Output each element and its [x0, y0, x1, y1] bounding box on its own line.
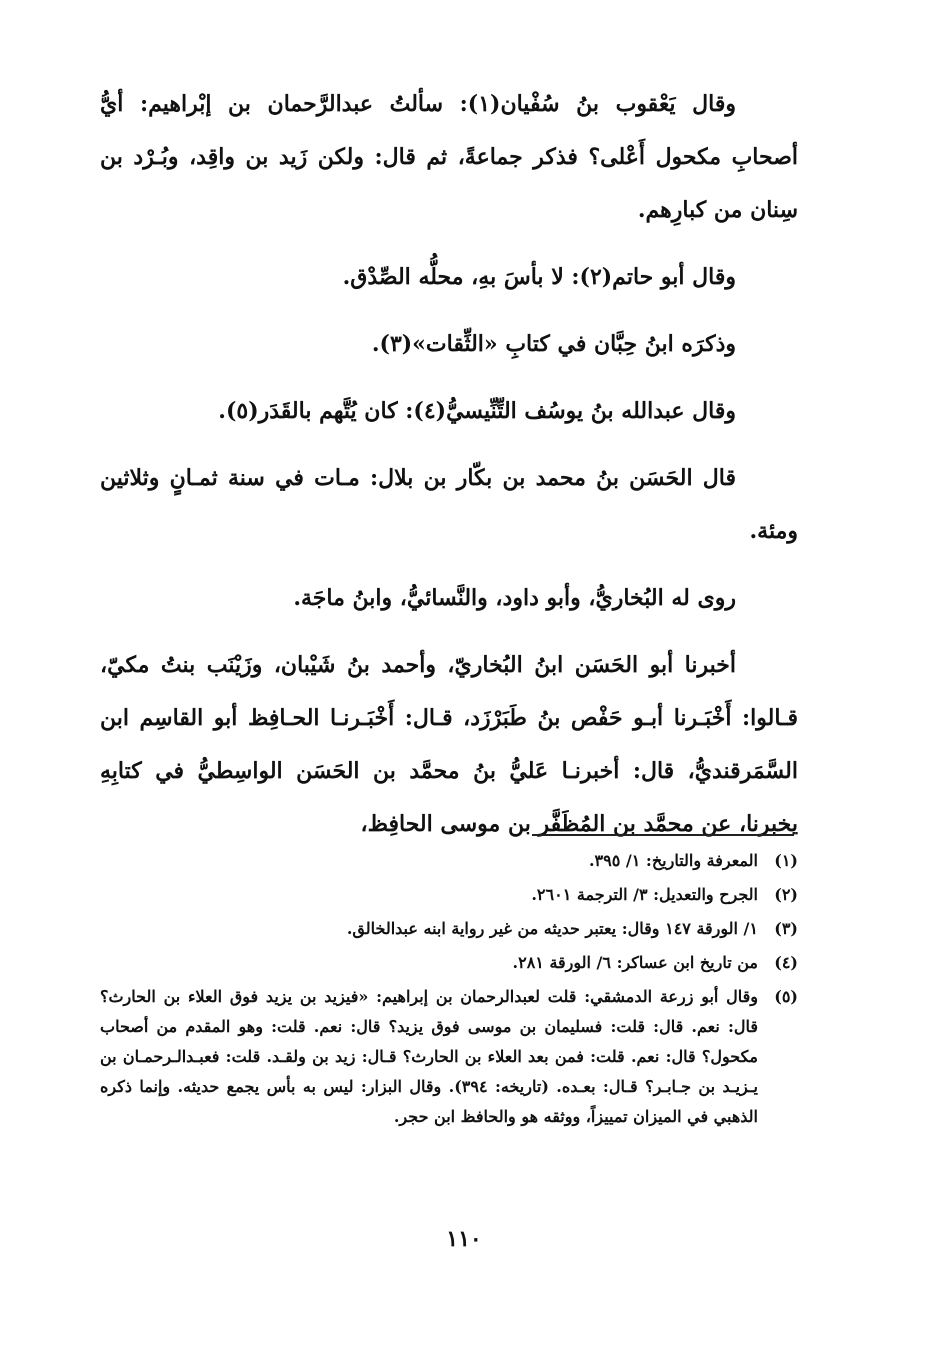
footnote-number: (٤) [774, 953, 798, 972]
paragraph-hasan-bakkar: قال الحَسَن بنُ محمد بن بكّار بن بلال: مـات في سنة ثمـانٍ وثلاثين ومئة. [100, 465, 798, 544]
footnote [100, 846, 798, 876]
footnote [100, 982, 798, 1132]
footnote-number: (٢) [774, 885, 798, 904]
footnote [100, 880, 798, 910]
paragraph-yaqub: وقال يَعْقوب بنُ سُفْيان(١): سألتُ عبدالرَّحمان بن إبْراهيم: أيُّ أصحابِ مكحول أَعْلى؟ فذكر جماعةً، ثم قال: ولكن زَيد بن واقِد، وبُـرْد بن سِنان من كبارِهم. [100, 91, 798, 223]
footnote-text: المعرفة والتاريخ: ١/ ٣٩٥. [588, 851, 758, 870]
footnote-text: ١/ الورقة ١٤٧ وقال: يعتبر حديثه من غير رواية ابنه عبدالخالق. [346, 919, 758, 938]
paragraph-narrators: روى له البُخاريُّ، وأبو داود، والنَّسائيُّ، وابنُ ماجَة. [293, 585, 736, 611]
paragraph-ibn-hibban: وذكرَه ابنُ حِبَّان في كتابِ «الثِّقات»(٣). [371, 331, 736, 357]
paragraph-isnad: أخبرنا أبو الحَسَن ابنُ البُخاريّ، وأحمد بنُ شَيْبان، وزَيْنَب بنتُ مكيّ، قـالوا: أَخْبَـرنا أبـو حَفْص بنُ طَبَرْزَد، قـال: أَخْبَـرنـا الحـافِظ أبو القاسِم ابن السَّمَرقنديُّ، قال: أخبرنـا عَليُّ بنُ محمَّد بن الحَسَن الواسِطيُّ في كتابِهِ يخبرنا، عن محمَّد بن المُظَفَّر بن موسى الحافِظ، [100, 652, 798, 837]
footnote [100, 948, 798, 978]
paragraph-abu-hatim: وقال أبو حاتم(٢): لا بأسَ بهِ، محلُّه الصِّدْق. [342, 264, 736, 290]
footnote-number: (٥) [774, 987, 798, 1006]
page-number: ١١٠ [446, 1226, 482, 1252]
footnote-number: (١) [774, 851, 798, 870]
paragraph-tinnisi: وقال عبدالله بنُ يوسُف التِّنِّيسيُّ(٤): كان يُتَّهم بالقَدَر(٥). [218, 398, 736, 424]
footnote-divider [532, 834, 794, 836]
main-text [100, 78, 798, 865]
footnote-text: الجرح والتعديل: ٣/ الترجمة ٢٦٠١. [531, 885, 758, 904]
footnotes [100, 846, 798, 1136]
footnote [100, 914, 798, 944]
footnote-text: وقال أبو زرعة الدمشقي: قلت لعبدالرحمان بن إبراهيم: «فيزيد بن يزيد فوق العلاء بن الحارث؟ قال: نعم. قال: قلت: فسليمان بن موسى فوق يزيد؟ قال: نعم. قلت: وهو المقدم من أصحاب مكحول؟ قال: نعم. قلت: فمن بعد العلاء بن الحارث؟ قـال: زيد بن ولقـد. قلت: فعبـدالـرحمـان بن يـزيـد بن جـابـر؟ قـال: بعـده. (تاريخه: ٣٩٤). وقال البزار: ليس به بأس يجمع حديثه. وإنما ذكره الذهبي في الميزان تمييزاً، ووثقه هو والحافظ ابن حجر. [100, 987, 759, 1126]
footnote-text: من تاريخ ابن عساكر: ٦/ الورقة ٢٨١. [512, 953, 758, 972]
footnote-number: (٣) [774, 919, 798, 938]
